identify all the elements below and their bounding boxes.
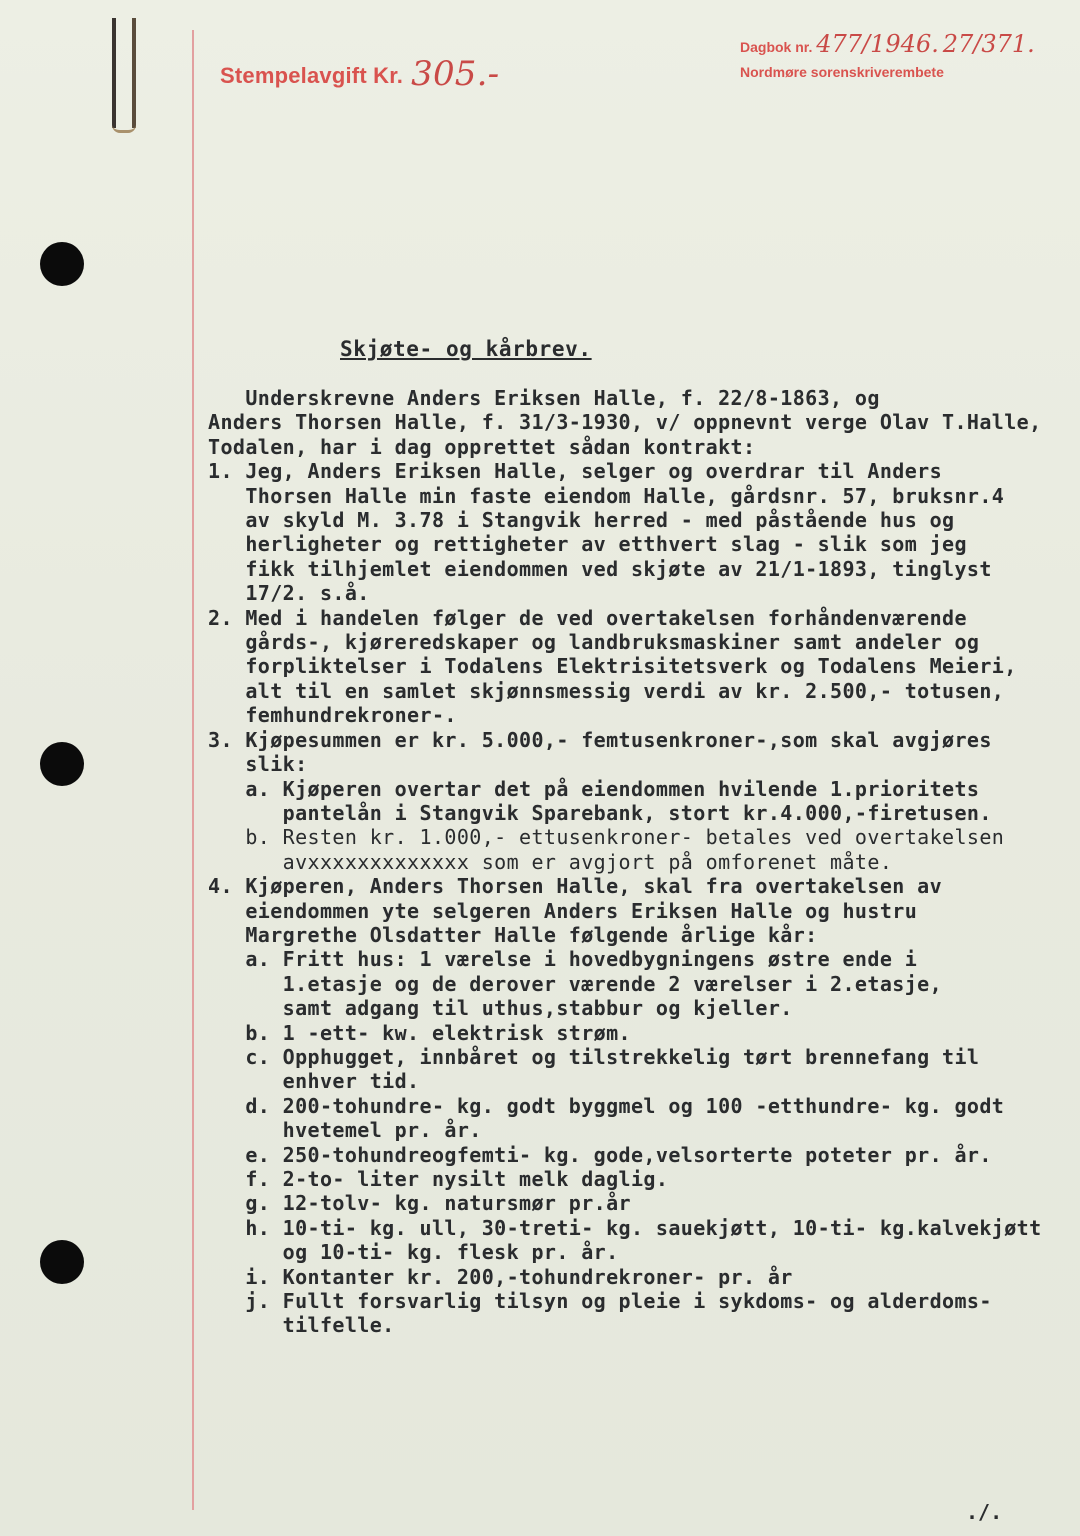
dagbok-number: 477/1946. — [816, 30, 939, 58]
document-line: pantelån i Stangvik Sparebank, stort kr.4.000,-firetusen. — [208, 800, 992, 825]
document-line: f. 2-to- liter nysilt melk daglig. — [208, 1167, 669, 1191]
document-line: d. 200-tohundre- kg. godt byggmel og 100 -etthundre- kg. godt — [208, 1093, 1005, 1118]
document-line: Todalen, har i dag opprettet sådan kontrakt: — [208, 434, 756, 459]
dagbok-ref: 27/371. — [942, 30, 1035, 58]
document-body — [208, 386, 1068, 1338]
document-line: c. Opphugget, innbåret og tilstrekkelig tørt brennefang til — [208, 1044, 980, 1069]
document-line: j. Fullt forsvarlig tilsyn og pleie i sykdoms- og alderdoms- — [208, 1289, 992, 1314]
document-title: Skjøte- og kårbrev. — [340, 337, 592, 361]
document-line: h. 10-ti- kg. ull, 30-treti- kg. sauekjøtt, 10-ti- kg.kalvekjøtt — [208, 1215, 1042, 1240]
document-line: og 10-ti- kg. flesk pr. år. — [208, 1240, 619, 1265]
document-line: Margrethe Olsdatter Halle følgende årlige kår: — [208, 922, 818, 947]
document-line: hvetemel pr. år. — [208, 1118, 482, 1143]
margin-rule — [192, 30, 194, 1510]
document-line: forpliktelser i Todalens Elektrisitetsverk og Todalens Meieri, — [208, 654, 1017, 679]
document-line: b. Resten kr. 1.000,- ettusenkroner- betales ved overtakelsen — [208, 825, 1005, 850]
punch-hole — [40, 242, 84, 286]
document-line: gårds-, kjøreredskaper og landbruksmaskiner samt andeler og — [208, 630, 980, 655]
document-line: 1. Jeg, Anders Eriksen Halle, selger og overdrar til Anders — [208, 459, 943, 484]
stamp-duty-stamp — [220, 52, 499, 92]
document-line: av skyld M. 3.78 i Stangvik herred - med påstående hus og — [208, 508, 955, 533]
document-line: b. 1 -ett- kw. elektrisk strøm. — [208, 1020, 631, 1045]
staple-mark — [112, 18, 138, 134]
continuation-mark: ./. — [966, 1500, 1003, 1524]
document-line: enhver tid. — [208, 1069, 420, 1094]
document-line: alt til en samlet skjønnsmessig verdi av kr. 2.500,- totusen, — [208, 678, 1005, 703]
document-line: herligheter og rettigheter av etthvert slag - slik som jeg — [208, 532, 967, 557]
stamp-amount: 305.- — [411, 54, 500, 94]
dagbok-office: Nordmøre sorenskriverembete — [740, 64, 944, 80]
document-line: eiendommen yte selgeren Anders Eriksen Halle og hustru — [208, 898, 918, 923]
document-line: a. Fritt hus: 1 værelse i hovedbygningens østre ende i — [208, 947, 918, 972]
punch-hole — [40, 1240, 84, 1284]
document-line: fikk tilhjemlet eiendommen ved skjøte av 21/1-1893, tinglyst — [208, 556, 992, 581]
stamp-label: Stempelavgift Kr. — [220, 63, 404, 88]
document-line: i. Kontanter kr. 200,-tohundrekroner- pr. år — [208, 1264, 793, 1289]
document-line: samt adgang til uthus,stabbur og kjeller. — [208, 996, 793, 1021]
document-line: Underskrevne Anders Eriksen Halle, f. 22/8-1863, og — [208, 386, 880, 410]
document-line: g. 12-tolv- kg. natursmør pr.år — [208, 1191, 631, 1216]
document-line: 1.etasje og de derover værende 2 værelser i 2.etasje, — [208, 971, 943, 996]
document-line: 17/2. s.å. — [208, 581, 370, 606]
document-line: 3. Kjøpesummen er kr. 5.000,- femtusenkroner-,som skal avgjøres — [208, 727, 992, 752]
document-line: Thorsen Halle min faste eiendom Halle, gårdsnr. 57, bruksnr.4 — [208, 483, 1005, 508]
document-line: tilfelle. — [208, 1313, 395, 1338]
document-line: e. 250-tohundreogfemti- kg. gode,velsorterte poteter pr. år. — [208, 1142, 992, 1167]
document-line: slik: — [208, 752, 308, 777]
document-line: a. Kjøperen overtar det på eiendommen hvilende 1.prioritets — [208, 776, 980, 801]
registry-stamp — [740, 30, 1035, 80]
document-line: avxxxxxxxxxxxxx som er avgjort på omforenet måte. — [208, 849, 893, 874]
dagbok-prefix: Dagbok nr. — [740, 39, 813, 55]
document-line: 2. Med i handelen følger de ved overtakelsen forhåndenværende — [208, 605, 967, 630]
document-line: Anders Thorsen Halle, f. 31/3-1930, v/ oppnevnt verge Olav T.Halle, — [208, 410, 1042, 435]
punch-hole — [40, 742, 84, 786]
document-line: femhundrekroner-. — [208, 703, 457, 728]
document-line: 4. Kjøperen, Anders Thorsen Halle, skal fra overtakelsen av — [208, 874, 943, 899]
